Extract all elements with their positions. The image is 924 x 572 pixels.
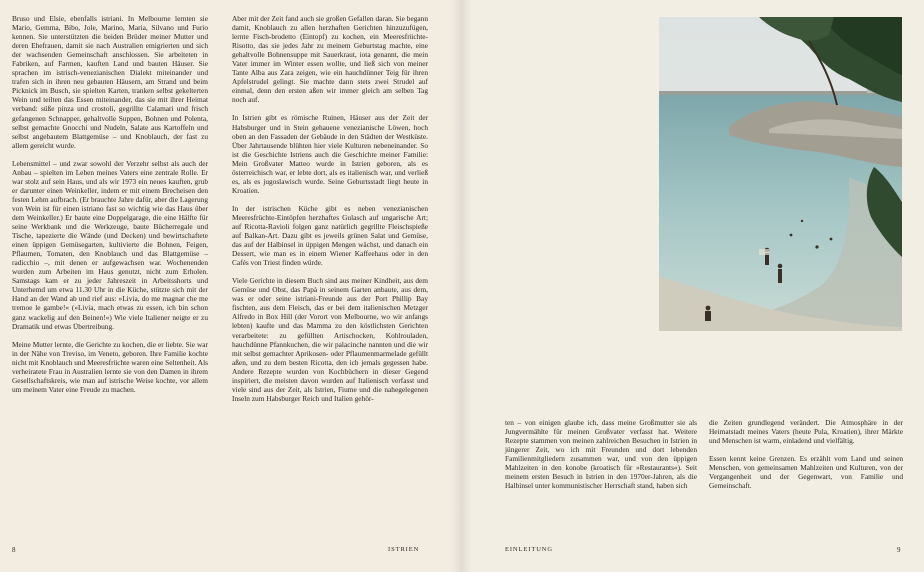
paragraph: Bruso und Elsie, ebenfalls istriani. In Melbourne lernten sie Mario, Gemma, Bibo, Jole, Marino, Maria, Silvano und Furio kennen. Sie unterstützten die beiden Brüder meiner Mutter und deren Ehefrauen, damit sie nach Australien emigrierten und sich der wachsenden Gemeinschaft anschlossen. Sie arbeiteten in Fabriken, auf Farmen, kauften Land und bauten Häuser. Sie sprachen im istrisch-venezianischen Dialekt miteinander und trafen sich in ihren neu gebauten Häusern, am Strand und beim Picknick im Busch, sie spielten Karten, tranken selbst gekelterten Wein und teilten das Essen miteinander, das sie mit ihrer Heimat verband: süße pinza und crostoli, gegrillte Calamari und frisch gefangenen Schnapper, gehaltvolle Suppen, Bohnen und Polenta, selbst gemachte Gnocchi und Nudeln, Salate aus Kartoffeln und selbst angebautem Blattgemüse – und Knoblauch, der fast zu allem gereicht wurde.: [12, 14, 208, 150]
paragraph: Essen kennt keine Grenzen. Es erzählt vom Land und seinen Menschen, von gemeinsamen Mahlzeiten und Kulturen, von der Vergangenheit und der Gegenwart, von Familie und Gemeinschaft.: [709, 454, 903, 491]
paragraph: In der istrischen Küche gibt es neben venezianischen Meeresfrüchte-Eintöpfen herzhaftes Gulasch auf ungarische Art; auf Ricotta-Ravioli folgen ganz natürlich gegrillte Fleischspieße auf Balkan-Art. Dazu gibt es jeweils grünen Salat und Gemüse, das auf der Halbinsel in üppigen Mengen wächst, und danach ein Dessert, wie man es in einem Wiener Kaffeehaus oder in den Cafés von Triest finden würde.: [232, 203, 428, 268]
left-column-1: [12, 14, 208, 394]
paragraph: Meine Mutter lernte, die Gerichte zu kochen, die er liebte. Sie war in der Nähe von Treviso, im Veneto, geboren. Ihre Familie kochte nicht mit Knoblauch und Meeresfrüchte waren eine Seltenheit. Als verheiratete Frau in Australien lernte sie von den Damen in ihrem Gesellschaftskreis, wie man auf istrische Weise kochte, vor allem um meinem Vater eine Freude zu machen.: [12, 339, 208, 394]
coastal-beach-photo: [659, 17, 902, 331]
paragraph: ten – von einigen glaube ich, dass meine Großmutter sie als Jungvermählte für meinen Großvater verfasst hat. Weitere Rezepte stammen von meinen zahlreichen Besuchen in Istrien in jüngerer Zeit, wo ich mit Freunden und dort lebenden Familienmitgliedern zusammen war, und von den üppigen Mahlzeiten in den konobe (kroatisch für »Restaurants«). Seit meinem ersten Besuch in Istrien in den 1970er-Jahren, als die Halbinsel unter kommunistischer Herrschaft stand, haben sich: [505, 418, 697, 491]
paragraph: In Istrien gibt es römische Ruinen, Häuser aus der Zeit der Habsburger und in Stein gehauene venezianische Löwen, hoch oben an den Fassaden der Gebäude in den Städten der Westküste. Über Jahrtausende blühten hier viele Kulturen nebeneinander. So ist die Geschichte Istriens auch die Geschichte meiner Familie: Mein Großvater Matteo wurde in Istrien geboren, als es österreichisch war, er lebte dort, als es italienisch war, und verließ es, als es jugoslawisch wurde. Seine Geburtsstadt liegt heute in Kroatien.: [232, 113, 428, 195]
right-column-2: [709, 418, 903, 490]
left-column-2: [232, 14, 428, 403]
paragraph: Aber mit der Zeit fand auch sie großen Gefallen daran. Sie begann damit, Knoblauch zu allen herzhaften Gerichten hinzuzufügen, lernte Fisch-brodetto (Eintopf) zu kochen, ein Meeresfrüchte-Risotto, das sie jedes Jahr zu meinem Geburtstag machte, eine gehaltvolle Bohnensuppe mit Sauerkraut, iota genannt, die mein Vater immer im Winter essen wollte, und ließ sich von meiner Tante Alba aus Zara zeigen, wie ein hauchdünner Teig für ihren Apfelstrudel gelingt. Sie machte dann stets zwei Strudel auf einmal, denn den ersten aßen wir immer gleich am selben Tag noch auf.: [232, 14, 428, 105]
paragraph: Lebensmittel – und zwar sowohl der Verzehr selbst als auch der Anbau – spielten im Leben meines Vaters eine zentrale Rolle. Er war stolz auf sein Haus, und als wir 1973 ein neues kauften, grub er darunter einen Weinkeller, indem er mit einem Brecheisen den festen Lehm aufbrach. (Er brauchte Jahre dafür, aber die Lagerung von Wein ist für einen istriano fast so wichtig wie das Haus über dem Weinkeller.) Er baute eine Doppelgarage, die eine Hälfte für seine Werkbank und die Werkzeuge, baute Bücherregale und Tische, tapezierte die Wände (und Decken) und bewirtschaftete einen üppigen Gemüsegarten, kultivierte die Bohnen, Feigen, Pflaumen, Tomaten, den Knoblauch und das Blattgemüse – radicchio –, mit denen er aufgewachsen war. Wochenenden wurden zum Arbeiten im Haus genutzt, nicht zum Erholen. Samstags kam er zu jeder Jahreszeit in Arbeitsshorts und Unterhemd um etwa 11.30 Uhr in die Küche, stützte sich mit der Hand an der Wand ab und rief aus: »Livia, do me magnar che me tremoe le gambe!« (»Livia, mach etwas zu essen, ich bin schon ganz wackelig auf den Beinen!«) Wie viele Italiener neigte er zu Dramatik und etwas Übertreibung.: [12, 158, 208, 331]
page-number-right: 9: [897, 546, 901, 554]
running-head-left: ISTRIEN: [388, 546, 420, 553]
right-column-1: [505, 418, 697, 490]
running-head-right: EINLEITUNG: [505, 546, 553, 553]
paragraph: die Zeiten grundlegend verändert. Die Atmosphäre in der Heimatstadt meines Vaters (heute Pula, Kroatien), ihrer Märkte und Menschen ist warm, einladend und vielfältig.: [709, 418, 903, 446]
paragraph: Viele Gerichte in diesem Buch sind aus meiner Kindheit, aus dem Gemüse und Obst, das Papà in seinem Garten anbaute, aus dem, was er oder seine istriani-Freunde aus der Port Phillip Bay fischten, aus dem Fleisch, das er bei dem italienischen Metzger Alfredo in Box Hill (der Vorort von Melbourne, wo wir anfangs lebten) kaufte und das Mamma zu den köstlichsten Gerichten verarbeitete: zu gefüllten Artischocken, Kohlrouladen, hauchdünne Pfannkuchen, die wir palacinche nannten und die wir mit selbst gemachter Aprikosen- oder Pflaumenmarmelade gefüllt aßen, und zu dem besten Ricotta, den ich jemals gegessen habe. Andere Rezepte wurden von Kochbüchern in dieser Gegend inspiriert, die meisten davon wurden auf Italienisch verfasst und viele sind aus der Zeit, als Istrien, Fiume und die nahegelegenen Inseln zum Habsburger Reich und Italien gehör-: [232, 276, 428, 403]
page-number-left: 8: [12, 546, 16, 554]
